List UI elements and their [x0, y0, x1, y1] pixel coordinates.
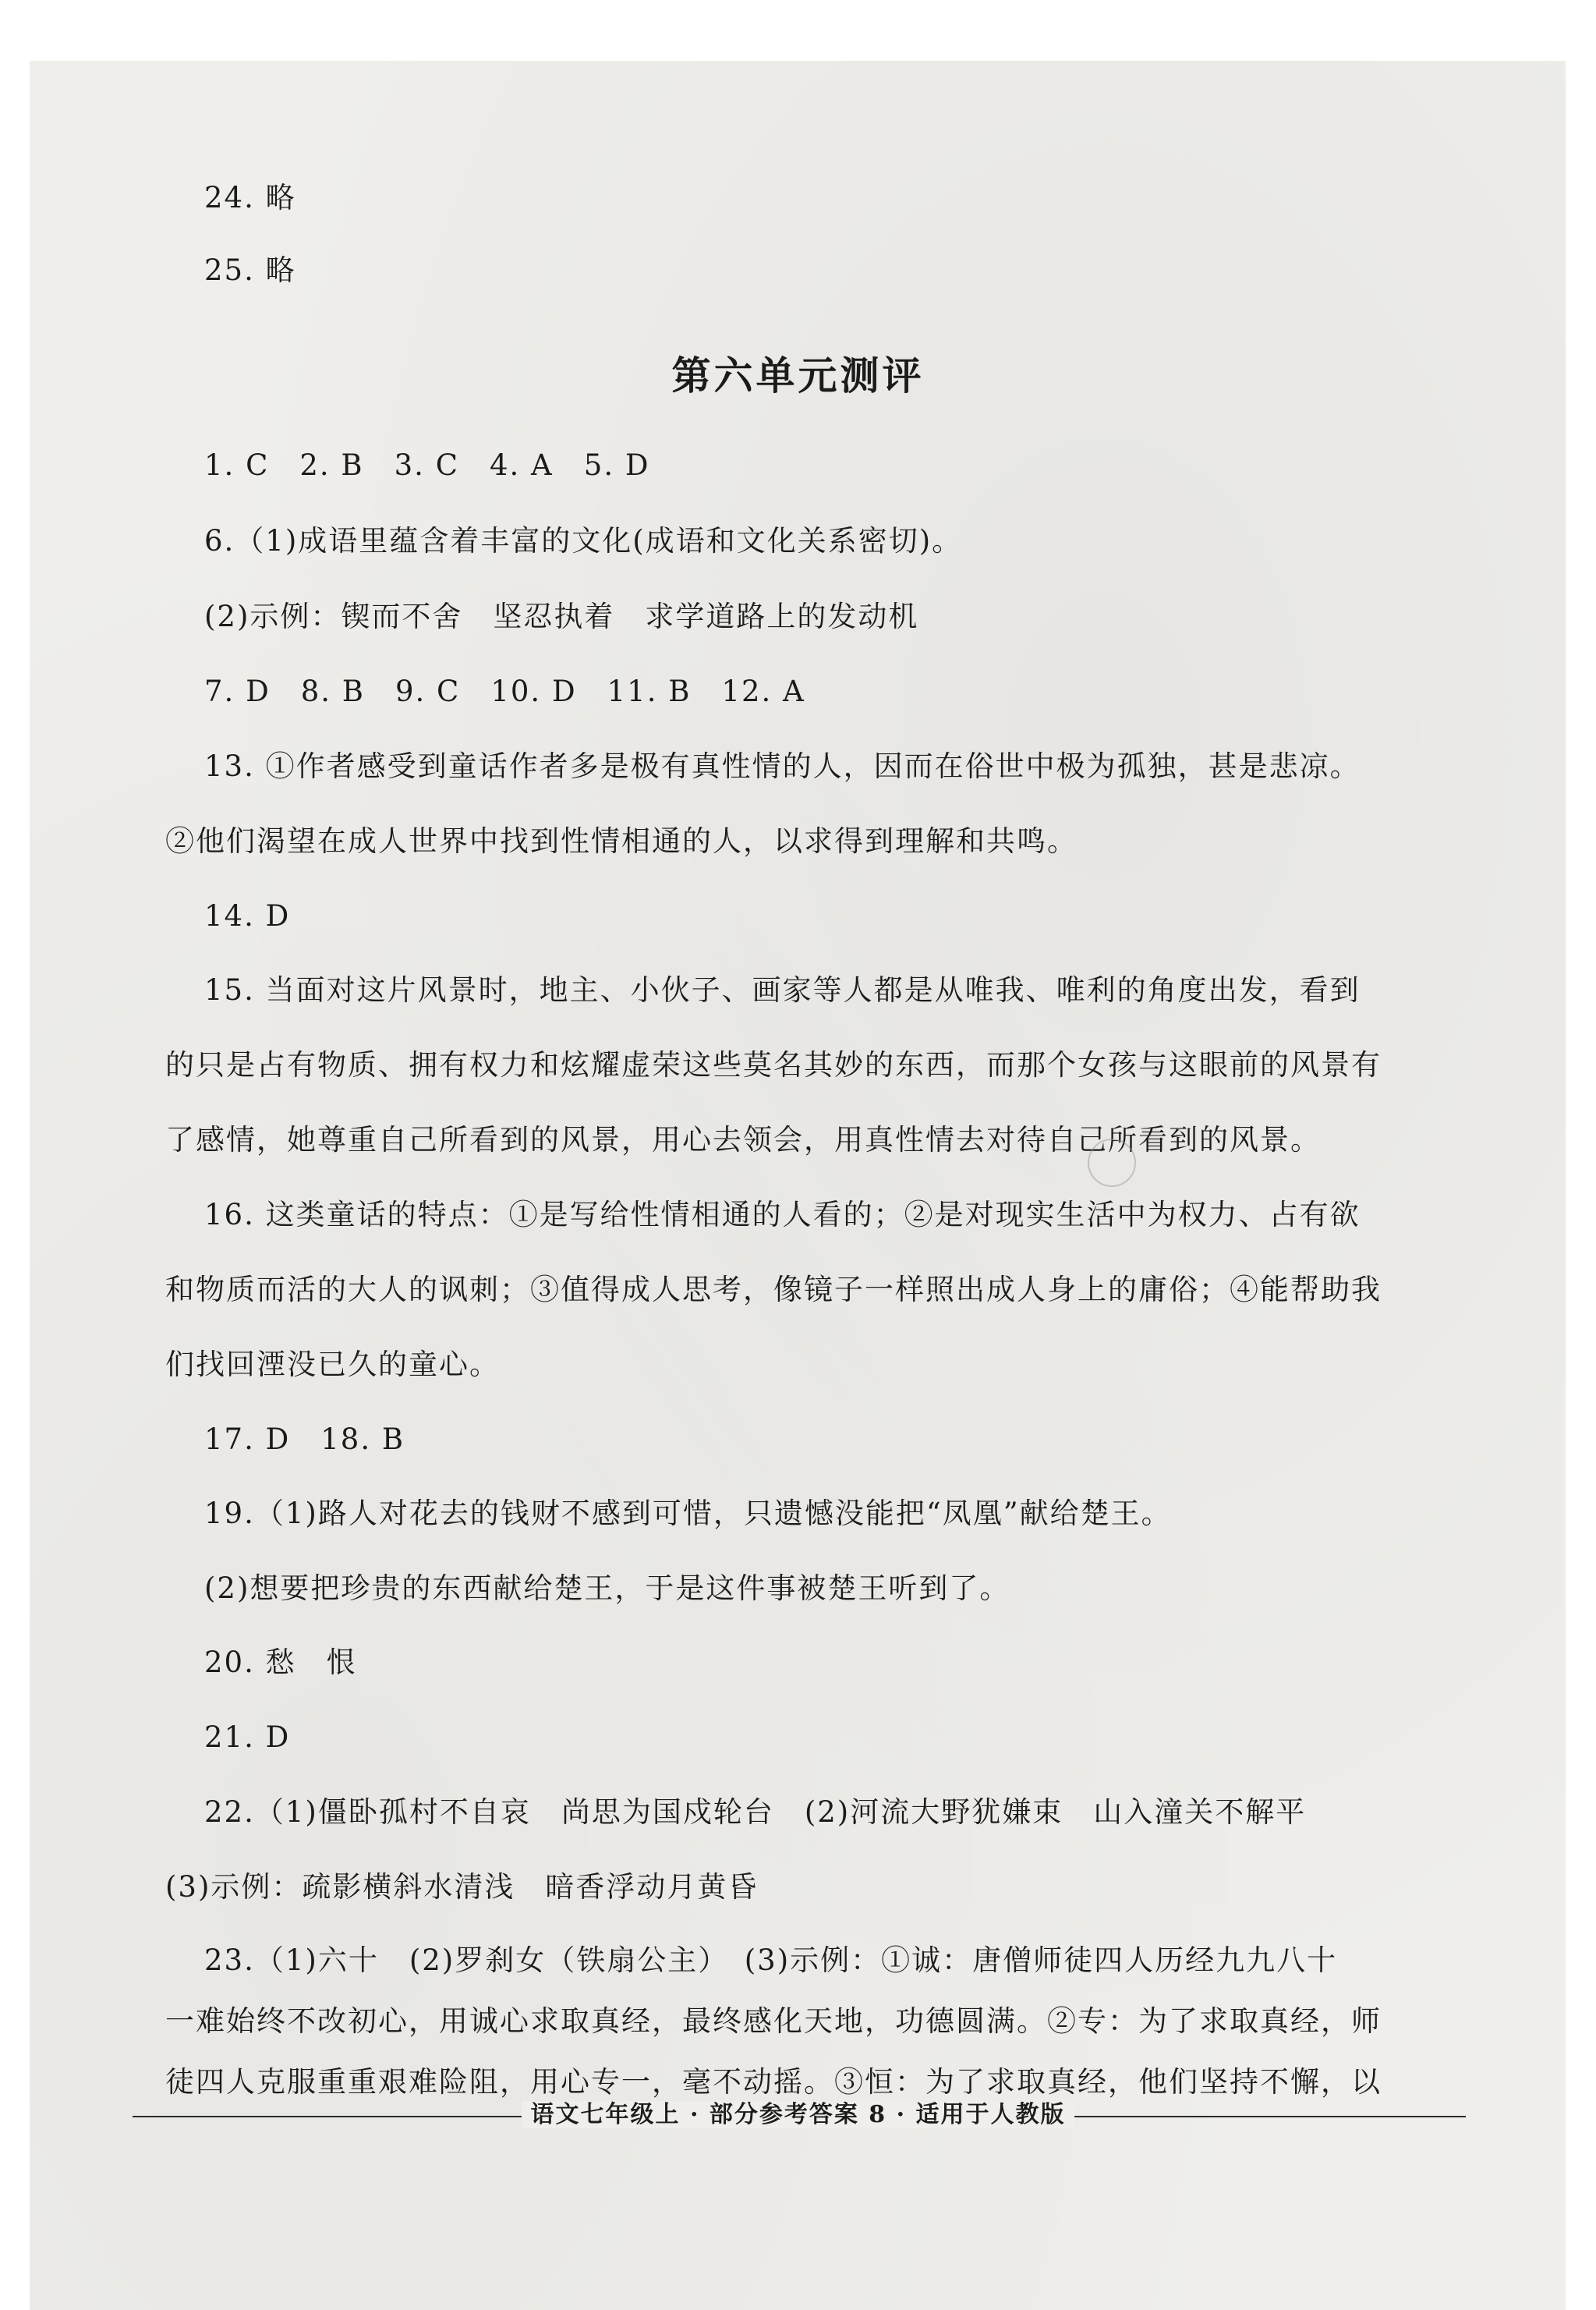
answer-14: 14. D: [204, 899, 291, 933]
answer-6-2: (2)示例：锲而不舍 坚忍执着 求学道路上的发动机: [204, 600, 919, 633]
answer-22-line1: 22.（1)僵卧孤村不自哀 尚思为国戍轮台 (2)河流大野犹嫌束 山入潼关不解平: [204, 1795, 1307, 1829]
answer-20: 20. 愁 恨: [204, 1646, 357, 1679]
answer-16-line2: 和物质而活的大人的讽刺；③值得成人思考，像镜子一样照出成人身上的庸俗；④能帮助我: [165, 1273, 1382, 1306]
answers-1-5: 1. C 2. B 3. C 4. A 5. D: [204, 448, 650, 482]
answers-7-12: 7. D 8. B 9. C 10. D 11. B 12. A: [204, 675, 805, 708]
answer-13-line1: 13. ①作者感受到童话作者多是极有真性情的人，因而在俗世中极为孤独，甚是悲凉。: [204, 749, 1361, 783]
section-title: 第六单元测评: [671, 353, 925, 399]
stamp-mark: [1088, 1139, 1136, 1187]
answers-17-18: 17. D 18. B: [204, 1422, 405, 1456]
answer-13-line2: ②他们渴望在成人世界中找到性情相通的人，以求得到理解和共鸣。: [165, 824, 1078, 858]
answer-16-line3: 们找回湮没已久的童心。: [165, 1348, 500, 1381]
answer-15-line3: 了感情，她尊重自己所看到的风景，用心去领会，用真性情去对待自己所看到的风景。: [165, 1123, 1321, 1157]
footer: [0, 2099, 1596, 2131]
footer-label: 语文七年级上 · 部分参考答案 8 · 适用于人教版: [522, 2101, 1075, 2128]
answer-22-line2: (3)示例：疏影横斜水清浅 暗香浮动月黄昏: [165, 1870, 759, 1904]
answer-23-line2: 一难始终不改初心，用诚心求取真经，最终感化天地，功德圆满。②专：为了求取真经，师: [165, 2004, 1382, 2038]
answer-21: 21. D: [204, 1720, 291, 1754]
answer-25: 25. 略: [204, 253, 296, 287]
answer-19-1: 19.（1)路人对花去的钱财不感到可惜，只遗憾没能把“凤凰”献给楚王。: [204, 1497, 1172, 1530]
answer-23-line3-wrap: 徒四人克服重重艰难险阻，用心专一，毫不动摇。③恒：为了求取真经，他们坚持不懈，以: [165, 2065, 1382, 2099]
answer-19-2: (2)想要把珍贵的东西献给楚王，于是这件事被楚王听到了。: [204, 1571, 1010, 1605]
answer-6-1: 6.（1)成语里蕴含着丰富的文化(成语和文化关系密切)。: [204, 524, 963, 558]
answer-24: 24. 略: [204, 181, 296, 214]
answer-15-line1: 15. 当面对这片风景时，地主、小伙子、画家等人都是从唯我、唯利的角度出发，看到: [204, 973, 1361, 1007]
answer-15-line2: 的只是占有物质、拥有权力和炫耀虚荣这些莫名其妙的东西，而那个女孩与这眼前的风景有: [165, 1048, 1382, 1082]
answer-16-line1: 16. 这类童话的特点：①是写给性情相通的人看的；②是对现实生活中为权力、占有欲: [204, 1198, 1361, 1231]
answer-23-line1: 23.（1)六十 (2)罗刹女（铁扇公主） (3)示例：①诚：唐僧师徒四人历经九九八十: [204, 1943, 1338, 1977]
